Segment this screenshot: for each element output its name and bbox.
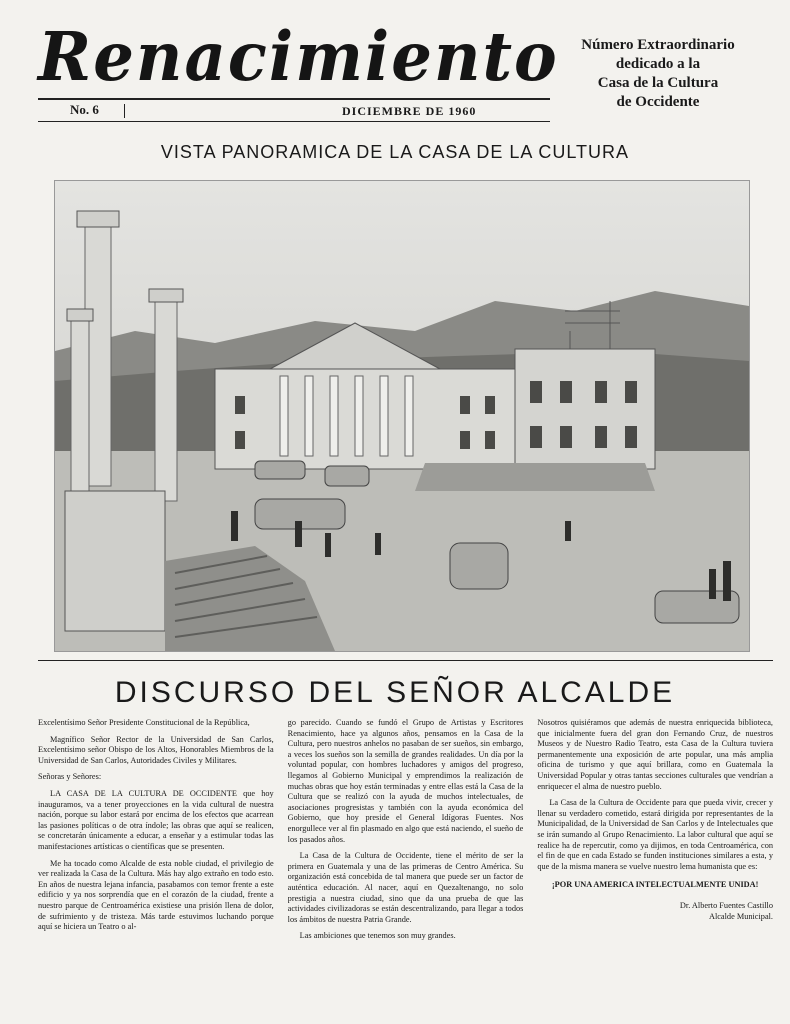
article-paragraph: LA CASA DE LA CULTURA DE OCCIDENTE que hoy inauguramos, va a tener proyecciones en la vida cultural de nuestra nación, porque su labor estará por encima de los efectos que acarrean las pasiones políticas o de otra índole; las obras que aquí se realicen, se concretarán únicamente a educar, a enseñar y a estimular todas las manifestaciones artísticas o científicas que se presenten. bbox=[38, 788, 274, 851]
article-columns bbox=[38, 718, 773, 1018]
article-paragraph: Excelentísimo Señor Presidente Constitucional de la República, bbox=[38, 718, 250, 727]
article-motto: ¡POR UNA AMERICA INTELECTUALMENTE UNIDA! bbox=[551, 880, 759, 890]
special-edition-line: dedicado a la bbox=[615, 56, 701, 72]
special-edition-line: Casa de la Cultura bbox=[597, 75, 719, 91]
building-photo-illustration bbox=[55, 181, 749, 651]
article-paragraph: La Casa de la Cultura de Occidente para que pueda vivir, crecer y llenar su verdadero cometido, estará dirigida por representantes de la Municipalidad, de la Universidad de San Carlos y de Intelectuales que se irán sumando al Grupo Renacimiento. La labor cultural que aquí se realice ha de repercutir, como ya dijimos, en toda Centroamérica, con el fin de que en cada Estado se funden instituciones similares a esta, y que de la misma manera se vuelve nuestro lema humanista que es: bbox=[537, 798, 774, 871]
article-paragraph: Señoras y Señores: bbox=[38, 772, 102, 782]
issue-divider bbox=[124, 104, 125, 118]
special-edition-line: Número Extraordinario bbox=[581, 37, 735, 53]
masthead-rule-bottom bbox=[38, 121, 550, 122]
author-role: Alcalde Municipal. bbox=[708, 911, 774, 921]
section-rule bbox=[38, 660, 773, 661]
photo-headline: VISTA PANORAMICA DE LA CASA DE LA CULTURA bbox=[160, 142, 630, 162]
article-column-3 bbox=[537, 718, 773, 1018]
article-paragraph: La Casa de la Cultura de Occidente, tiene el mérito de ser la primera en Guatemala y una de las primeras de Centro América. Su organización está concebida de tal manera que puede ser un factor de auténtica educación. Al nacer, aquí en Quezaltenango, no solo prestigia a nuestra ciudad, sino que da una prueba de que las actividades civilizadoras se están descentralizando, para llegar a todos los ámbitos de nuestra Patria Grande. bbox=[287, 851, 524, 924]
article-paragraph: Nosotros quisiéramos que además de nuestra enriquecida biblioteca, que inicialmente fuera del gran don Fernando Cruz, de nuestros Museos y de Nuestro Radio Teatro, esta Casa de la Cultura tuviera permanentemente una exposición de arte popular, una más amplia oficina de turismo y que aquí brillara, como en Guatemala la Universidad Popular y otras tantas secciones culturales que vendrían a enriquecer el alma de nuestro pueblo. bbox=[537, 718, 774, 791]
article-paragraph: Magnífico Señor Rector de la Universidad de San Carlos, Excelentísimo señor Obispo de los Altos, Honorables Miembros de la Universidad de San Carlos, Autoridades Civiles y Militares. bbox=[38, 734, 274, 765]
issue-date: DICIEMBRE DE 1960 bbox=[342, 104, 477, 118]
issue-number: No. 6 bbox=[70, 102, 99, 117]
building-photo bbox=[54, 180, 750, 652]
masthead-title: Renacimiento bbox=[38, 18, 559, 97]
special-edition-note bbox=[552, 36, 764, 112]
masthead-rule-top bbox=[38, 98, 550, 100]
special-edition-line: de Occidente bbox=[616, 94, 700, 110]
article-paragraph: Me ha tocado como Alcalde de esta noble ciudad, el privilegio de ver realizada la Casa de la Cultura. Más hay algo extraño en todo esto. En años de nuestra lejana infancia, pasabamos con temor frente a este edificio y ya nos sorprendía que en el corazón de la ciudad, frente a nuestro parque de Centroamérica existiese una prisión llena de dolor, de sufrimiento y de tristeza. Más tarde estuvimos luchando porque aquí se hiciera un Teatro o al- bbox=[38, 858, 274, 932]
article-paragraph: Las ambiciones que tenemos son muy grandes. bbox=[299, 931, 456, 941]
article-column-1 bbox=[38, 718, 274, 1018]
article-title: DISCURSO DEL SEÑOR ALCALDE bbox=[114, 676, 676, 709]
article-paragraph: go parecido. Cuando se fundó el Grupo de Artistas y Escritores Renacimiento, hace ya algunos años, pensamos en la Casa de la Cultura, pero nuestros anhelos no pasaban de ser sueños, sin embargo, a veces los sueños son la semilla de grandes realidades. Un día por la voluntad popular, con hombres luchadores y amigos del progreso, llegamos al Gobierno Municipal y emprendimos la realización de muchas obras que hoy están terminadas y entre ellas está la Casa de la Cultura que se realizó con la ayuda de muchos intelectuales, de asociaciones progresistas y también con la ayuda económica del Gobierno, que hoy preside el General Idígoras Fuentes. Nos enorgullece ver al fin plasmado en algo que está naciendo, el sueño de los pasados años. bbox=[287, 718, 524, 844]
article-column-2 bbox=[288, 718, 524, 1018]
author-name: Dr. Alberto Fuentes Castillo bbox=[679, 900, 774, 910]
